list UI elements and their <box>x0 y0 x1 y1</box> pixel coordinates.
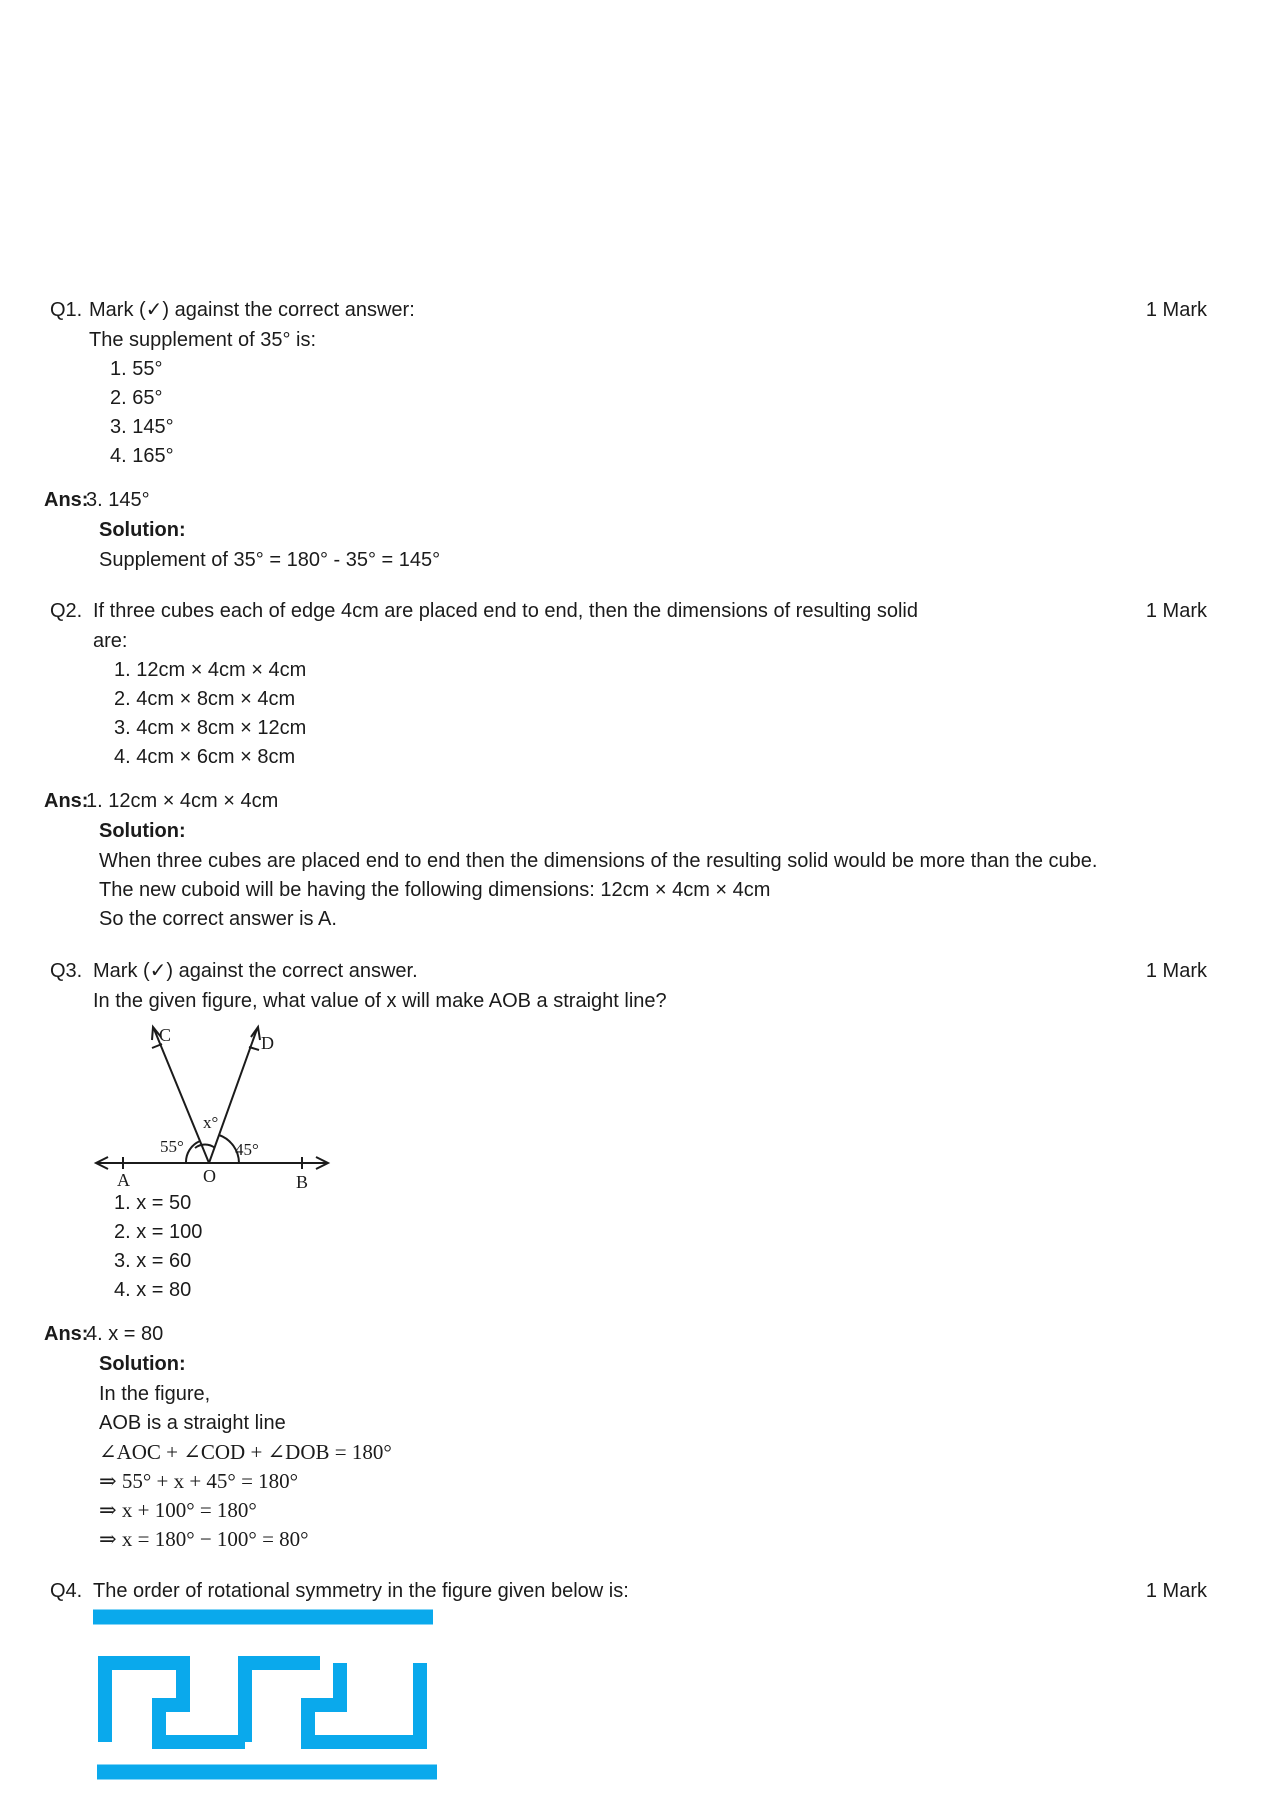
angle-55-label: 55° <box>160 1137 184 1156</box>
q2-answer: 1. 12cm × 4cm × 4cm <box>86 790 279 812</box>
q3-solution-line-1: In the figure, <box>99 1383 211 1405</box>
q3-marks: 1 Mark <box>1145 960 1207 982</box>
q2-solution-line-2: The new cuboid will be having the following dimensions: 12cm × 4cm × 4cm <box>99 879 771 901</box>
q2-option-1: 1. 12cm × 4cm × 4cm <box>114 659 307 681</box>
q2-solution-title: Solution: <box>99 820 186 842</box>
q1-stem: The supplement of 35° is: <box>89 329 317 351</box>
q2-number: Q2. <box>50 600 83 622</box>
q1-option-1: 1. 55° <box>110 358 163 380</box>
q3-answer: 4. x = 80 <box>86 1323 164 1345</box>
q1-solution-line: Supplement of 35° = 180° - 35° = 145° <box>99 549 441 571</box>
q3-math-line-2: ⇒ 55° + x + 45° = 180° <box>99 1469 299 1493</box>
label-d: D <box>261 1033 274 1053</box>
q2-option-2: 2. 4cm × 8cm × 4cm <box>114 688 296 710</box>
q4-marks: 1 Mark <box>1145 1580 1207 1602</box>
q3-number: Q3. <box>50 960 83 982</box>
q3-math-line-3: ⇒ x + 100° = 180° <box>99 1498 257 1522</box>
q3-option-2: 2. x = 100 <box>114 1221 203 1243</box>
q1-option-2: 2. 65° <box>110 387 163 409</box>
q1-option-4: 4. 165° <box>110 445 174 467</box>
q2-marks: 1 Mark <box>1145 600 1207 622</box>
meander-right <box>308 1663 420 1742</box>
q2-prompt: If three cubes each of edge 4cm are placed end to end, then the dimensions of resulting solid <box>93 600 918 622</box>
angle-x-label: x° <box>203 1113 219 1132</box>
q3-option-1: 1. x = 50 <box>114 1192 192 1214</box>
meander-left <box>105 1663 245 1742</box>
q1-solution-title: Solution: <box>99 519 186 541</box>
q1-option-3: 3. 145° <box>110 416 174 438</box>
q3-solution-title: Solution: <box>99 1353 186 1375</box>
q3-option-4: 4. x = 80 <box>114 1279 192 1301</box>
label-c: C <box>159 1025 172 1045</box>
q1-marks: 1 Mark <box>1145 299 1207 321</box>
q2-option-4: 4. 4cm × 6cm × 8cm <box>114 746 296 768</box>
q1-prompt: Mark (✓) against the correct answer: <box>89 299 415 321</box>
q4-prompt: The order of rotational symmetry in the figure given below is: <box>93 1580 629 1602</box>
q1-number: Q1. <box>50 299 83 321</box>
q2-solution-line-1: When three cubes are placed end to end then the dimensions of the resulting solid would be more than the cube. <box>99 850 1098 872</box>
label-a: A <box>117 1170 130 1190</box>
q3-math-line-4: ⇒ x = 180° − 100° = 80° <box>99 1527 309 1551</box>
q2-option-3: 3. 4cm × 8cm × 12cm <box>114 717 307 739</box>
q3-stem: In the given figure, what value of x will make AOB a straight line? <box>93 990 667 1012</box>
q2-prompt-continued: are: <box>93 630 128 652</box>
q3-option-3: 3. x = 60 <box>114 1250 192 1272</box>
q3-answer-label: Ans: <box>44 1323 89 1345</box>
q1-answer: 3. 145° <box>86 489 150 511</box>
label-b: B <box>296 1172 309 1192</box>
angle-45-label: 45° <box>235 1140 259 1159</box>
q3-prompt: Mark (✓) against the correct answer. <box>93 960 418 982</box>
q4-number: Q4. <box>50 1580 83 1602</box>
q3-solution-line-2: AOB is a straight line <box>99 1412 286 1434</box>
q2-solution-line-3: So the correct answer is A. <box>99 908 337 930</box>
q1-answer-label: Ans: <box>44 489 89 511</box>
q2-answer-label: Ans: <box>44 790 89 812</box>
q3-math-line-1: ∠AOC + ∠COD + ∠DOB = 180° <box>99 1440 392 1464</box>
label-o: O <box>203 1166 216 1186</box>
